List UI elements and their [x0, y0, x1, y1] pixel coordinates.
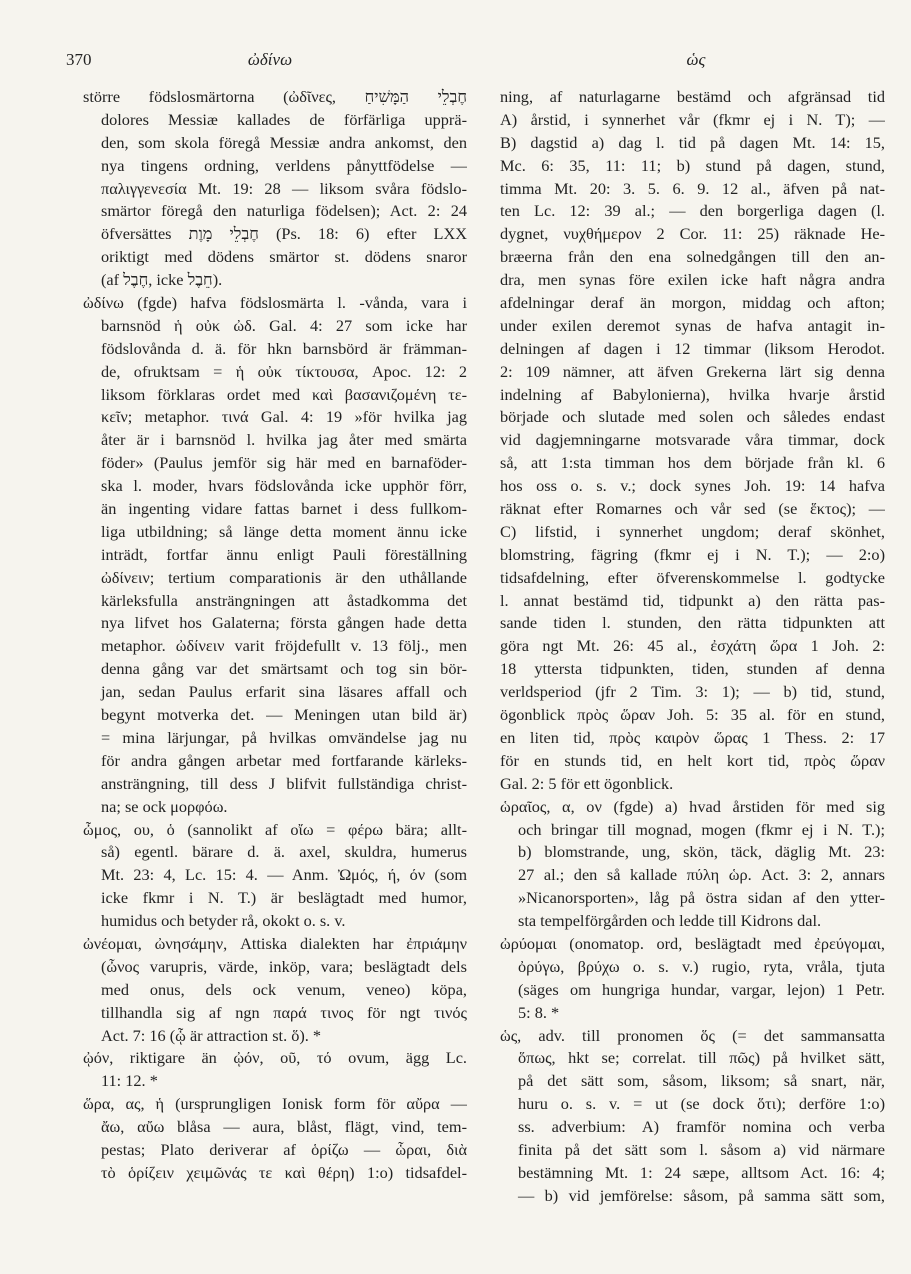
text-line: hos oss o. s. v.; dock synes Joh. 19: 14 hafva: [500, 476, 885, 496]
text-line: ἄω, αὔω blåsa — aura, blåst, flägt, vind, tem-: [101, 1117, 467, 1137]
text-line: för en stunds tid, en helt kort tid, πρὸς ὥραν: [500, 750, 885, 770]
text-line: inträdt, fortfar ännu enligt Pauli föreställning: [101, 544, 467, 564]
text-line: — b) vid jemförelse: såsom, på samma sätt som,: [518, 1185, 885, 1205]
right-running-headword: ὡς: [686, 50, 706, 69]
text-line: begynt motverka det. — Meningen utan bild är): [101, 705, 467, 725]
text-line: under exilen deremot synas de hafva antagit in-: [500, 315, 885, 335]
text-line: sta tempelförgården och ledde till Kidrons dal.: [518, 911, 822, 931]
text-line: på det sätt som, såsom, liksom; så snart, när,: [518, 1071, 885, 1091]
text-line: ss. adverbium: A) framför nomina och verba: [518, 1117, 885, 1137]
text-line: pestas; Plato deriverar af ὁρίζω — ὧραι, διὰ: [101, 1139, 467, 1159]
text-line: barnsnöd ἡ οὐκ ὠδ. Gal. 4: 27 som icke har: [101, 315, 467, 335]
text-line: ska l. moder, hvars födslovånda icke upphör förr,: [101, 476, 467, 496]
text-line: κεῖν; metaphor. τινά Gal. 4: 19 »för hvilka jag: [101, 407, 467, 427]
text-line: tidsafdelning, efter öfverenskommelse l. godtycke: [500, 567, 885, 587]
text-line: med onus, dels ock venum, veneo) köpa,: [101, 979, 467, 999]
text-line: huru o. s. v. = ut (se dock ὅτι); derföre 1:o): [518, 1094, 885, 1114]
text-line: så) egentl. bärare d. ä. axel, skuldra, humerus: [101, 842, 467, 862]
text-line: dygnet, νυχθήμερον 2 Cor. 11: 25) räknade He-: [500, 224, 885, 244]
text-line: ὡραῖος, α, ον (fgde) a) hvad årstiden för med sig: [500, 796, 885, 816]
text-line: nya tingens ordning, verldens pånyttfödelse —: [101, 155, 467, 175]
text-line: ὡς, adv. till pronomen ὅς (= det sammansatta: [500, 1025, 885, 1045]
text-line: delningen af dagen i 12 timmar (liksom Herodot.: [500, 338, 885, 358]
text-line: åter är i barnsnöd l. hvilka jag åter med smärta: [101, 430, 467, 450]
text-line: ὠδίνω (fgde) hafva födslosmärta l. -vånda, vara i: [83, 293, 467, 313]
text-line: afdelningar deraf än morgon, middag och afton;: [500, 293, 885, 313]
text-line: öfversättes חֶבְלֵי מָוֶת (Ps. 18: 6) efter LXX: [101, 224, 467, 244]
text-line: 5: 8. *: [518, 1002, 560, 1022]
text-line: 11: 12. *: [101, 1071, 158, 1091]
text-line: födslovånda d. ä. för hkn barnsbörd är främman-: [101, 338, 467, 358]
right-text-column: [500, 86, 885, 1208]
text-line: dolores Messiæ kallades de förfärliga upprä-: [101, 109, 467, 129]
text-line: kärleksfulla ansträngningen att åstadkomma det: [101, 590, 467, 610]
text-line: de, ofruktsam = ἡ οὐκ τίκτουσα, Apoc. 12: 2: [101, 361, 467, 381]
text-line: dra, men synas före exilen icke haft några andra: [500, 270, 885, 290]
text-line: timma Mt. 20: 3. 5. 6. 9. 12 al., äfven på nat-: [500, 178, 885, 198]
text-line: föder» (Paulus jemför sig här med en barnaföder-: [101, 453, 467, 473]
text-line: smärtor föregå den naturliga födelsen); Act. 2: 24: [101, 201, 467, 221]
text-line: metaphor. ὠδίνειν varit fröjdefullt v. 13 följ., men: [101, 636, 467, 656]
text-line: göra ngt Mt. 26: 45 al., ἐσχάτη ὥρα 1 Joh. 2:: [500, 636, 885, 656]
text-line: verldsperiod (jfr 2 Tim. 3: 1); — b) tid, stund,: [500, 682, 885, 702]
text-line: sande tiden l. stunden, den rätta tidpunkten att: [500, 613, 885, 633]
text-line: humidus och betyder rå, okokt o. s. v.: [101, 911, 346, 931]
text-line: och bringar till mognad, mogen (fkmr ej i N. T.);: [518, 819, 885, 839]
text-line: räknat efter Romarnes och vår sed (se ἕκτος); —: [500, 499, 885, 519]
text-line: C) lifstid, i synnerhet ungdom; deraf skönhet,: [500, 521, 885, 541]
text-line: oriktigt med dödens smärtor st. dödens snaror: [101, 247, 467, 267]
text-line: ten Lc. 12: 39 al.; — den borgerliga dagen (l.: [500, 201, 885, 221]
text-line: A) årstid, i synnerhet vår (fkmr ej i N. T); —: [500, 109, 885, 129]
text-line: ὀρύγω, βρύχω o. s. v.) rugio, ryta, vråla, tjuta: [518, 956, 885, 976]
left-text-column: [83, 86, 467, 1185]
text-line: B) dagstid a) dag l. tid på dagen Mt. 14: 15,: [500, 132, 885, 152]
text-line: indelning af Babylonierna), hvilka hvarje årstid: [500, 384, 885, 404]
text-line: na; se ock μορφόω.: [101, 796, 228, 816]
text-line: ögonblick πρὸς ὥραν Joh. 5: 35 al. för en stund,: [500, 705, 885, 725]
text-line: liga utbildning; så länge detta moment ännu icke: [101, 521, 467, 541]
page-number: 370: [66, 50, 92, 69]
text-line: den, som skola föregå Messiæ andra ankomst, den: [101, 132, 467, 152]
text-line: ansträngning, till dess J blifvit fullständiga christ-: [101, 773, 467, 793]
text-line: större födslosmärtorna (ὠδῖνες, חֶבְלֵי הַמָּשִׁיחַ: [83, 87, 467, 106]
text-line: b) blomstrande, ung, skön, täck, däglig Mt. 23:: [518, 842, 885, 862]
text-line: än ingenting vidare fattas barnet i dess fullkom-: [101, 499, 467, 519]
text-line: vid dagjemningarne motsvarade våra timmar, dock: [500, 430, 885, 450]
text-line: ὠνέομαι, ὠνησάμην, Attiska dialekten har ἐπριάμην: [83, 933, 467, 953]
text-line: ὥρα, ας, ἡ (ursprungligen Ionisk form för αὔρα —: [83, 1094, 467, 1114]
text-line: en liten tid, πρὸς καιρὸν ὥρας 1 Thess. 2: 17: [500, 727, 885, 747]
text-line: ὦμος, ου, ὁ (sannolikt af οἴω = φέρω bära; allt-: [83, 819, 467, 839]
text-line: började och slutade med solen och således endast: [500, 407, 885, 427]
text-line: tillhandla sig af ngn παρά τινος för ngt τινός: [101, 1002, 467, 1022]
text-line: Mt. 23: 4, Lc. 15: 4. — Anm. Ὠμός, ή, όν (som: [101, 865, 467, 885]
text-line: bræerna från den ena solnedgången till den an-: [500, 247, 885, 267]
text-line: ὠδίνειν; tertium comparationis är den uthållande: [101, 567, 467, 587]
text-line: jan, sedan Paulus erfarit sina läsares affall och: [101, 682, 467, 702]
text-line: bestämning Mt. 1: 24 sæpe, alltsom Act. 16: 4;: [518, 1162, 885, 1182]
left-running-headword: ὠδίνω: [247, 50, 293, 69]
text-line: nya lifvet hos Galaterna; första gången hade detta: [101, 613, 467, 633]
text-line: (ὦνος varupris, värde, inköp, vara; beslägtadt dels: [101, 956, 467, 976]
text-line: = mina lärjungar, på hvilkas omvändelse jag nu: [101, 727, 467, 747]
text-line: så, att 1:sta timman hos dem började från kl. 6: [500, 453, 885, 473]
text-line: ὅπως, hkt se; correlat. till πῶς) på hvilket sätt,: [518, 1048, 885, 1068]
text-line: (säges om hungriga hundar, vargar, lejon) 1 Petr.: [518, 979, 885, 999]
text-line: ὠρύομαι (onomatop. ord, beslägtadt med ἐρεύγομαι,: [500, 933, 885, 953]
text-line: ᾠόν, riktigare än ᾠόν, οῦ, τό ovum, ägg Lc.: [83, 1048, 467, 1068]
text-line: Act. 7: 16 (ᾧ är attraction st. ὅ). *: [101, 1025, 322, 1045]
text-line: παλιγγενεσία Mt. 19: 28 — liksom svåra födslo-: [101, 178, 467, 198]
text-line: »Nicanorsporten», låg på östra sidan af den ytter-: [518, 888, 885, 908]
text-line: Mc. 6: 35, 11: 11; b) stund på dagen, stund,: [500, 155, 885, 175]
text-line: blomstring, fägring (fkmr ej i N. T.); — 2:o): [500, 544, 885, 564]
text-line: Gal. 2: 5 för ett ögonblick.: [500, 773, 674, 793]
text-line: 27 al.; den så kallade πύλη ὡρ. Act. 3: 2, annars: [518, 865, 885, 885]
text-line: ning, af naturlagarne bestämd och afgränsad tid: [500, 87, 885, 106]
text-line: l. annat bestämd tid, tidpunkt a) den rätta pas-: [500, 590, 885, 610]
text-line: finita på det sätt som l. såsom a) vid närmare: [518, 1139, 885, 1159]
text-line: icke fkmr i N. T.) är beslägtadt med humor,: [101, 888, 467, 908]
text-line: 2: 109 nämner, att äfven Grekerna lärt sig denna: [500, 361, 885, 381]
text-line: 18 yttersta tidpunkten, tiden, stunden af denna: [500, 659, 885, 679]
text-line: för andra gången arbetar med fortfarande kärleks-: [101, 750, 467, 770]
text-line: denna gång var det smärtsamt och tog sin bör-: [101, 659, 467, 679]
text-line: liksom förklaras ordet med καὶ βασανιζομένη τε-: [101, 384, 467, 404]
text-line: τὸ ὁρίζειν χειμῶνάς τε καὶ θέρη) 1:o) tidsafdel-: [101, 1162, 467, 1182]
running-head: [0, 50, 911, 72]
text-line: (af חֶבֶל, icke חֵבֶל).: [101, 270, 223, 290]
